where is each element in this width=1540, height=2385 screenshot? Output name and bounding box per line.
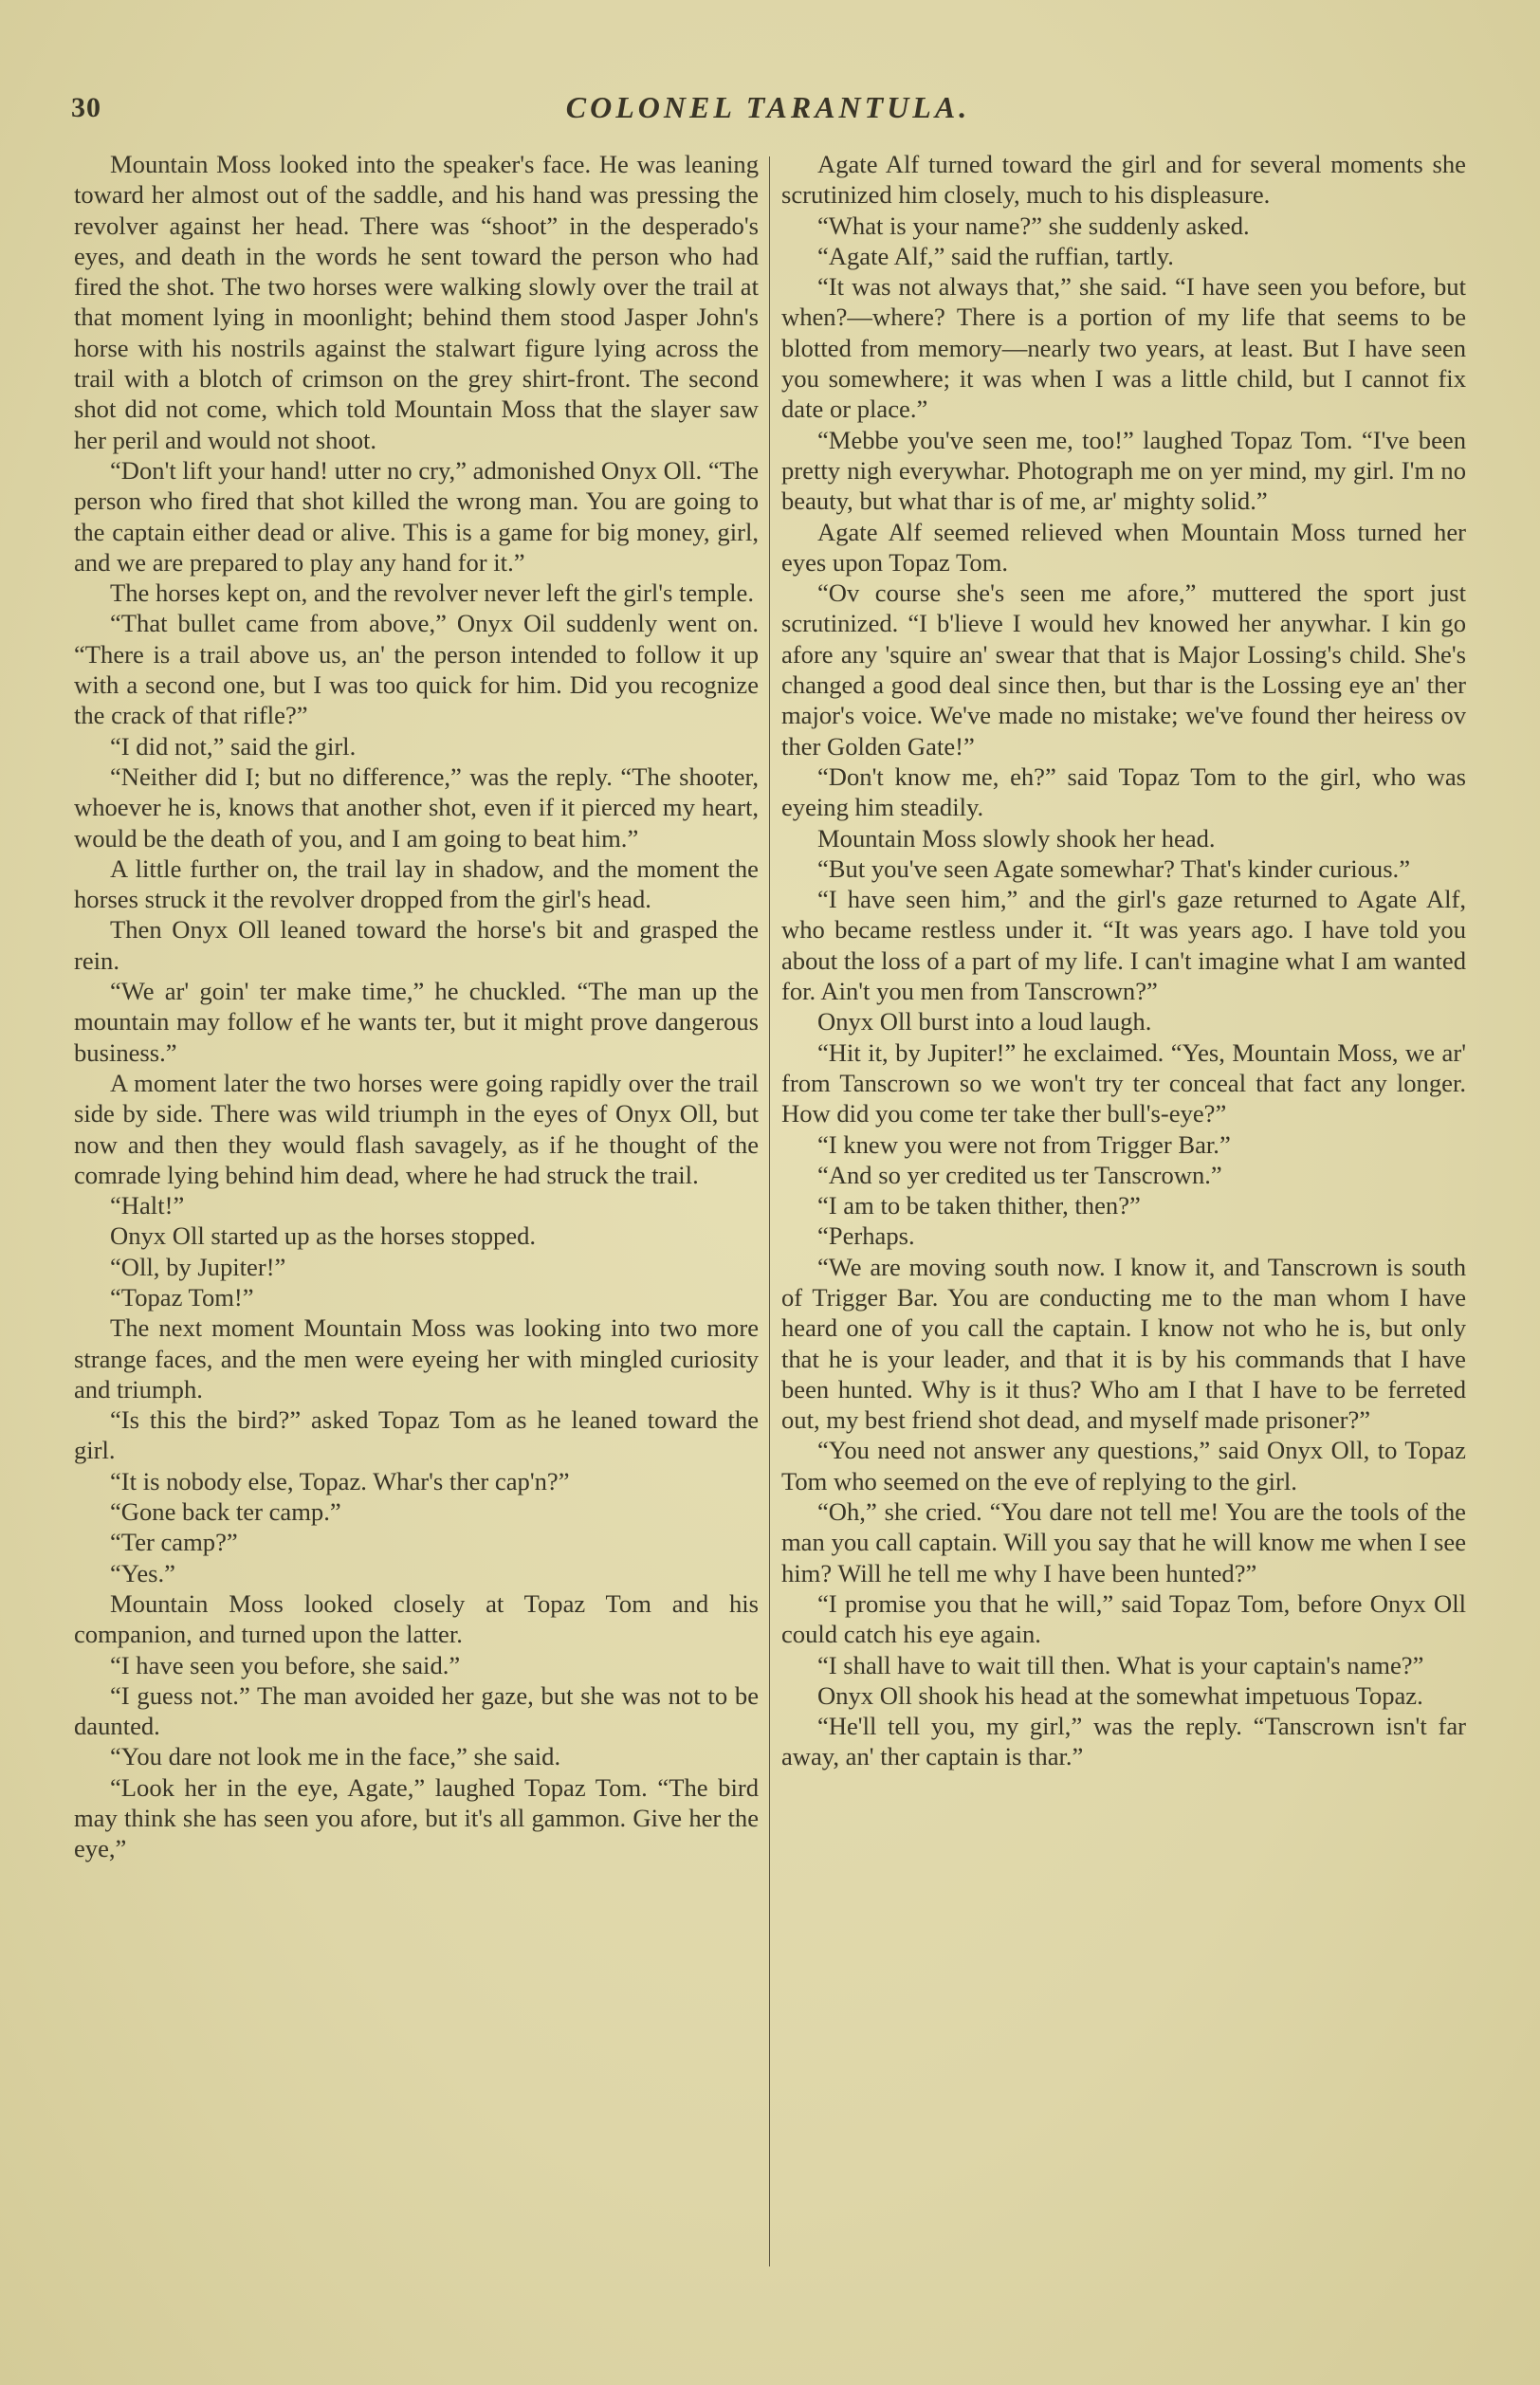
paragraph: “Neither did I; but no difference,” was the reply. “The shooter, whoever he is, knows that another shot, even if it pierced my heart, would be the death of you, and I am going to beat him.” bbox=[74, 761, 759, 853]
paragraph: “I am to be taken thither, then?” bbox=[817, 1191, 1141, 1220]
paragraph: “He'll tell you, my girl,” was the reply. “Tanscrown isn't far away, an' ther captain is thar.” bbox=[781, 1712, 1466, 1771]
paragraph: Mountain Moss looked into the speaker's face. He was leaning toward her almost out of the saddle, and his hand was pressing the revolver against her head. There was “shoot” in the desperado's eyes, and death in the words he sent toward the person who had fired the shot. The two horses were walking slowly over the trail at that moment lying in moonlight; behind them stood Jasper John's horse with his nostrils against the stalwart figure lying across the trail with a blotch of crimson on the grey shirt-front. The second shot did not come, which told Mountain Moss that the slayer saw her peril and would not shoot. bbox=[74, 150, 759, 454]
paragraph: A little further on, the trail lay in shadow, and the moment the horses struck it the revolver dropped from the girl's head. bbox=[74, 853, 759, 914]
paragraph: “Yes.” bbox=[110, 1558, 175, 1587]
paragraph: “I shall have to wait till then. What is your captain's name?” bbox=[817, 1650, 1424, 1679]
paragraph: “It was not always that,” she said. “I have seen you before, but when?—where? There is a portion of my life that seems to be blotted from memory—nearly two years, at least. But I have seen you somewhere; it was when I was a little child, but I cannot fix date or place.” bbox=[781, 272, 1466, 424]
paragraph: “I have seen him,” and the girl's gaze returned to Agate Alf, who became restless under it. “It was years ago. I have told you about the loss of a part of my life. I can't imagine what I am wanted for. Ain't you men from Tanscrown?” bbox=[781, 885, 1466, 1006]
column-divider bbox=[769, 156, 770, 2266]
page-header bbox=[71, 90, 1465, 138]
paragraph: “Ov course she's seen me afore,” muttered the sport just scrutinized. “I b'lieve I would hev knowed her anywhar. I kin go afore any 'squire an' swear that that is Major Lossing's child. She's changed a good deal since then, but thar is the Lossing eye an' ther major's voice. We've made no mistake; we've found ther heiress ov ther Golden Gate!” bbox=[781, 578, 1466, 761]
right-column bbox=[781, 149, 1466, 1772]
paragraph: “It is nobody else, Topaz. Whar's ther cap'n?” bbox=[110, 1466, 570, 1495]
paragraph: “But you've seen Agate somewhar? That's kinder curious.” bbox=[817, 853, 1411, 883]
paragraph: “I knew you were not from Trigger Bar.” bbox=[817, 1129, 1231, 1159]
paragraph: “Don't lift your hand! utter no cry,” admonished Onyx Oll. “The person who fired that shot killed the wrong man. You are going to the captain either dead or alive. This is a game for big money, girl, and we are prepared to play any hand for it.” bbox=[74, 455, 759, 577]
paragraph: “I have seen you before, she said.” bbox=[110, 1650, 461, 1679]
paragraph: “Perhaps. bbox=[817, 1221, 915, 1251]
left-column bbox=[74, 149, 759, 1864]
paragraph: Onyx Oll burst into a loud laugh. bbox=[817, 1007, 1152, 1037]
running-title: COLONEL TARANTULA. bbox=[565, 90, 971, 124]
paragraph: The next moment Mountain Moss was looking into two more strange faces, and the men were eyeing her with mingled curiosity and triumph. bbox=[74, 1313, 759, 1403]
paragraph: “Agate Alf,” said the ruffian, tartly. bbox=[817, 241, 1174, 270]
paragraph: Mountain Moss slowly shook her head. bbox=[817, 823, 1216, 853]
paragraph: A moment later the two horses were going rapidly over the trail side by side. There was wild triumph in the eyes of Onyx Oll, but now and then they would flash savagely, as if he thought of the comrade lying behind him dead, where he had struck the trail. bbox=[74, 1068, 759, 1189]
paragraph: Onyx Oll shook his head at the somewhat impetuous Topaz. bbox=[817, 1680, 1423, 1710]
paragraph: Mountain Moss looked closely at Topaz Tom and his companion, and turned upon the latter. bbox=[74, 1588, 759, 1649]
paragraph: Onyx Oll started up as the horses stopped. bbox=[110, 1221, 537, 1251]
paragraph: “That bullet came from above,” Onyx Oil suddenly went on. “There is a trail above us, an' the person intended to follow it up with a second one, but I was too quick for him. Did you recognize the crack of that rifle?” bbox=[74, 609, 759, 730]
paragraph: “You need not answer any questions,” said Onyx Oll, to Topaz Tom who seemed on the eve of replying to the girl. bbox=[781, 1436, 1466, 1495]
paragraph: “Mebbe you've seen me, too!” laughed Topaz Tom. “I've been pretty nigh everywhar. Photograph me on yer mind, my girl. I'm no beauty, but what thar is of me, ar' mighty solid.” bbox=[781, 425, 1466, 516]
paragraph: The horses kept on, and the revolver never left the girl's temple. bbox=[110, 578, 755, 608]
paragraph: “You dare not look me in the face,” she said. bbox=[110, 1742, 561, 1771]
paragraph: “Oh,” she cried. “You dare not tell me! You are the tools of the man you call captain. Will you say that he will know me when I see him? Will he tell me why I have been hunted?” bbox=[781, 1497, 1466, 1587]
paragraph: Agate Alf seemed relieved when Mountain Moss turned her eyes upon Topaz Tom. bbox=[781, 517, 1466, 577]
page-number: 30 bbox=[71, 92, 101, 123]
paragraph: “Don't know me, eh?” said Topaz Tom to the girl, who was eyeing him steadily. bbox=[781, 761, 1466, 822]
paragraph: “I promise you that he will,” said Topaz Tom, before Onyx Oll could catch his eye again. bbox=[781, 1588, 1466, 1649]
paragraph: “Oll, by Jupiter!” bbox=[110, 1252, 286, 1281]
paragraph: “I guess not.” The man avoided her gaze, but she was not to be daunted. bbox=[74, 1680, 759, 1741]
paragraph: “Gone back ter camp.” bbox=[110, 1497, 341, 1527]
paragraph: “Look her in the eye, Agate,” laughed Topaz Tom. “The bird may think she has seen you afore, but it's all gammon. Give her the eye,” bbox=[74, 1772, 759, 1863]
paragraph: “And so yer credited us ter Tanscrown.” bbox=[817, 1160, 1222, 1189]
paragraph: “Hit it, by Jupiter!” he exclaimed. “Yes, Mountain Moss, we ar' from Tanscrown so we won't try ter conceal that fact any longer. How did you come ter take ther bull's-eye?” bbox=[781, 1037, 1466, 1128]
paragraph: “Ter camp?” bbox=[110, 1528, 238, 1557]
paragraph: Then Onyx Oll leaned toward the horse's bit and grasped the rein. bbox=[74, 915, 759, 975]
paragraph: “I did not,” said the girl. bbox=[110, 731, 357, 761]
paragraph: “We are moving south now. I know it, and Tanscrown is south of Trigger Bar. You are conducting me to the man whom I have heard one of you call the captain. I know not who he is, but only that he is your leader, and that it is by his commands that I have been hunted. Why is it thus? Who am I that I have to be ferreted out, my best friend shot dead, and myself made prisoner?” bbox=[781, 1252, 1466, 1435]
paragraph: “Halt!” bbox=[110, 1191, 185, 1220]
paragraph: Agate Alf turned toward the girl and for several moments she scrutinized him closely, much to his displeasure. bbox=[781, 150, 1466, 210]
paragraph: “We ar' goin' ter make time,” he chuckled. “The man up the mountain may follow ef he wants ter, but it might prove dangerous business.” bbox=[74, 977, 759, 1067]
paragraph: “What is your name?” she suddenly asked. bbox=[817, 211, 1250, 240]
paragraph: “Is this the bird?” asked Topaz Tom as he leaned toward the girl. bbox=[74, 1405, 759, 1465]
paragraph: “Topaz Tom!” bbox=[110, 1282, 254, 1312]
